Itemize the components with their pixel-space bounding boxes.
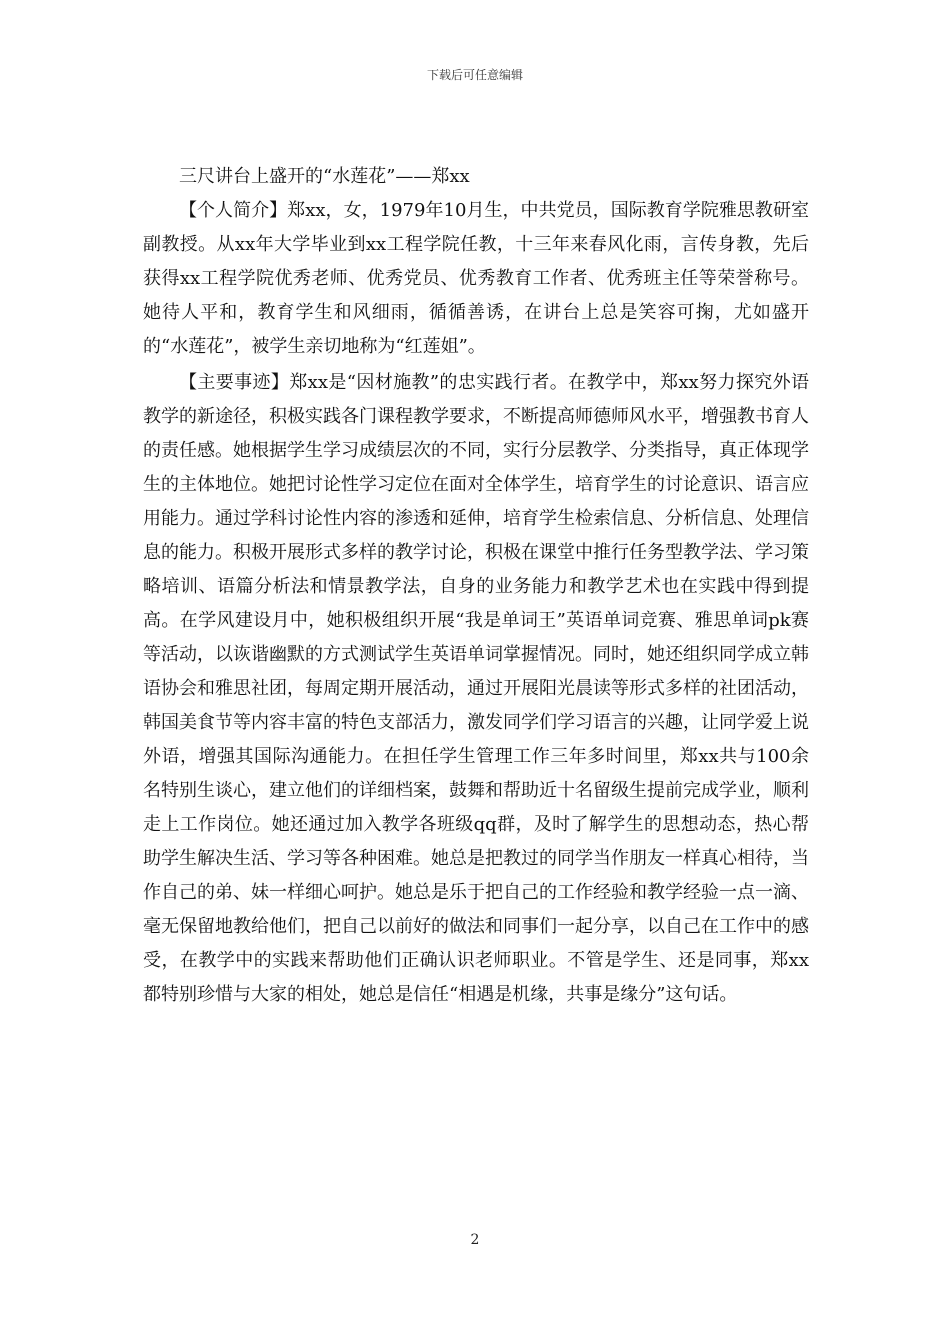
paragraph-main-deeds: 【主要事迹】郑xx是“因材施教”的忠实践行者。在教学中，郑xx努力探究外语教学的新途径，积极实践各门课程教学要求，不断提高师德师风水平，增强教书育人的责任感。她根据学生学习成绩层次的不同，实行分层教学、分类指导，真正体现学生的主体地位。她把讨论性学习定位在面对全体学生，培育学生的讨论意识、语言应用能力。通过学科讨论性内容的渗透和延伸，培育学生检索信息、分析信息、处理信息的能力。积极开展形式多样的教学讨论，积极在课堂中推行任务型教学法、学习策略培训、语篇分析法和情景教学法，自身的业务能力和教学艺术也在实践中得到提高。在学风建设月中，她积极组织开展“我是单词王”英语单词竞赛、雅思单词pk赛等活动，以诙谐幽默的方式测试学生英语单词掌握情况。同时，她还组织同学成立韩语协会和雅思社团，每周定期开展活动，通过开展阳光晨读等形式多样的社团活动，韩国美食节等内容丰富的特色支部活力，激发同学们学习语言的兴趣，让同学爱上说外语，增强其国际沟通能力。在担任学生管理工作三年多时间里，郑xx共与100余名特别生谈心，建立他们的详细档案，鼓舞和帮助近十名留级生提前完成学业，顺利走上工作岗位。她还通过加入教学各班级qq群，及时了解学生的思想动态，热心帮助学生解决生活、学习等各种困难。她总是把教过的同学当作朋友一样真心相待，当作自己的弟、妹一样细心呵护。她总是乐于把自己的工作经验和教学经验一点一滴、毫无保留地教给他们，把自己以前好的做法和同事们一起分享，以自己在工作中的感受，在教学中的实践来帮助他们正确认识老师职业。不管是学生、还是同事，郑xx都特别珍惜与大家的相处，她总是信任“相遇是机缘，共事是缘分”这句话。 [143,372,809,1005]
page-number: 2 [470,1232,480,1248]
document-title: 三尺讲台上盛开的“水莲花”——郑xx [179,166,470,187]
page-header-note: 下载后可任意编辑 [426,68,523,82]
document-body [143,160,809,1012]
paragraph-profile: 【个人简介】郑xx，女，1979年10月生，中共党员，国际教育学院雅思教研室副教授。从xx年大学毕业到xx工程学院任教，十三年来春风化雨，言传身教，先后获得xx工程学院优秀老师、优秀党员、优秀教育工作者、优秀班主任等荣誉称号。她待人平和，教育学生和风细雨，循循善诱，在讲台上总是笑容可掬，尤如盛开的“水莲花”，被学生亲切地称为“红莲姐”。 [143,200,809,357]
